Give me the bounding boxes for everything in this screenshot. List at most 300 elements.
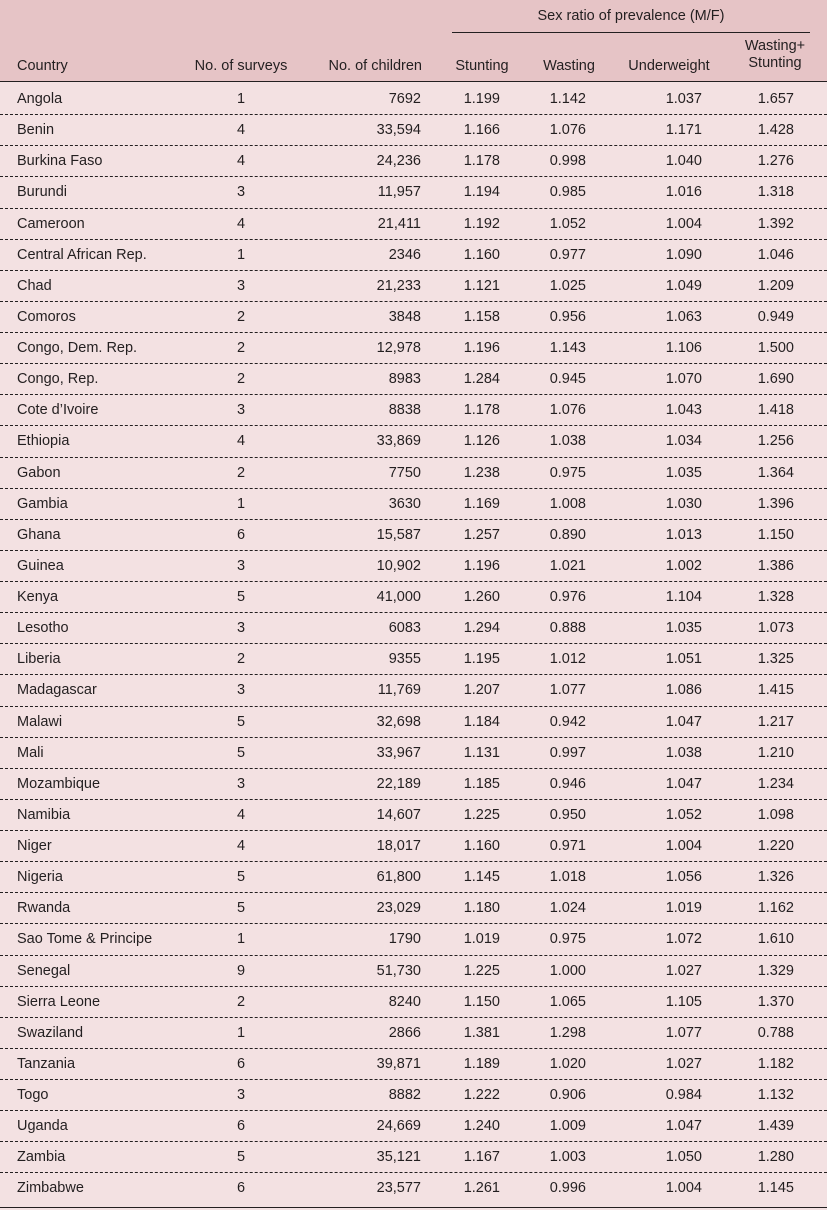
table-row	[0, 302, 827, 333]
stunting-cell: 1.185	[463, 775, 500, 792]
stunting-cell: 1.225	[463, 806, 500, 823]
table-row	[0, 893, 827, 924]
surveys-cell: 2	[236, 371, 246, 388]
wasting-cell: 0.942	[549, 713, 586, 730]
wasting-cell: 1.143	[549, 340, 586, 356]
country-cell: Uganda	[17, 1118, 68, 1135]
country-cell: Swaziland	[17, 1024, 84, 1041]
wasting-cell: 0.945	[549, 371, 586, 388]
wasting-cell: 1.021	[549, 557, 586, 574]
stunting-cell: 1.294	[463, 620, 500, 637]
children-cell: 23,029	[376, 900, 421, 917]
group-header-rule	[452, 32, 810, 33]
wasting-cell: 0.946	[549, 775, 586, 792]
underweight-cell: 1.090	[665, 246, 702, 263]
surveys-cell: 5	[236, 713, 246, 730]
surveys-cell: 2	[236, 340, 246, 356]
children-cell: 23,577	[376, 1180, 421, 1197]
children-cell: 32,698	[376, 713, 421, 730]
children-cell: 39,871	[376, 1055, 421, 1072]
stunting-cell: 1.184	[463, 713, 500, 730]
underweight-cell: 1.004	[665, 215, 702, 232]
wasting-cell: 0.976	[549, 589, 586, 605]
wasting-stunting-cell: 1.132	[757, 1087, 794, 1103]
table-row	[0, 551, 827, 582]
children-cell: 21,233	[376, 277, 421, 294]
surveys-cell: 2	[236, 464, 246, 481]
underweight-cell: 1.035	[665, 620, 702, 637]
wasting-stunting-cell: 1.386	[757, 557, 794, 574]
underweight-cell: 1.052	[665, 806, 702, 823]
country-cell: Namibia	[17, 806, 71, 823]
wasting-stunting-cell: 1.325	[757, 651, 794, 668]
wasting-stunting-cell: 1.610	[757, 931, 794, 948]
wasting-cell: 0.997	[549, 744, 586, 761]
wasting-stunting-cell: 1.046	[757, 246, 794, 263]
stunting-cell: 1.207	[463, 682, 500, 699]
stunting-cell: 1.169	[463, 495, 500, 512]
country-cell: Zimbabwe	[17, 1180, 84, 1197]
surveys-cell: 3	[236, 1087, 246, 1103]
table-row	[0, 458, 827, 489]
children-cell: 2866	[388, 1024, 421, 1041]
stunting-cell: 1.166	[463, 122, 500, 139]
wasting-stunting-cell: 1.318	[757, 184, 794, 201]
underweight-cell: 1.035	[665, 464, 702, 481]
wasting-stunting-cell: 1.328	[757, 589, 794, 605]
children-cell: 33,967	[376, 744, 421, 761]
country-cell: Gambia	[17, 495, 68, 512]
wasting-cell: 1.038	[549, 433, 586, 450]
table-row	[0, 426, 827, 457]
surveys-cell: 5	[236, 744, 246, 761]
children-cell: 22,189	[376, 775, 421, 792]
wasting-cell: 1.077	[549, 682, 586, 699]
wasting-cell: 0.956	[549, 308, 586, 325]
wasting-stunting-cell: 1.220	[757, 838, 794, 854]
stunting-cell: 1.284	[463, 371, 500, 388]
wasting-cell: 1.025	[549, 277, 586, 294]
stunting-column-header: Stunting	[455, 58, 509, 74]
country-cell: Angola	[17, 91, 63, 107]
wasting-stunting-cell: 1.415	[757, 682, 794, 699]
wasting-stunting-cell: 1.690	[757, 371, 794, 388]
table-row	[0, 769, 827, 800]
wasting-column-header: Wasting	[543, 58, 595, 74]
wasting-cell: 1.012	[549, 651, 586, 668]
wasting-stunting-cell: 1.439	[757, 1118, 794, 1135]
underweight-cell: 1.077	[665, 1024, 702, 1041]
children-cell: 24,236	[376, 153, 421, 170]
stunting-cell: 1.238	[463, 464, 500, 481]
wasting-stunting-column-header	[740, 38, 810, 72]
surveys-cell: 1	[236, 931, 246, 948]
wasting-cell: 0.998	[549, 153, 586, 170]
stunting-cell: 1.167	[463, 1149, 500, 1166]
table-row	[0, 520, 827, 551]
wasting-cell: 0.971	[549, 838, 586, 854]
wasting-stunting-cell: 1.370	[757, 993, 794, 1010]
stunting-cell: 1.160	[463, 246, 500, 263]
surveys-cell: 6	[236, 526, 246, 543]
surveys-cell: 3	[236, 682, 246, 699]
wasting-stunting-cell: 1.210	[757, 744, 794, 761]
stunting-cell: 1.178	[463, 153, 500, 170]
surveys-cell: 2	[236, 993, 246, 1010]
surveys-cell: 4	[236, 838, 246, 854]
table-row	[0, 707, 827, 738]
underweight-cell: 1.072	[665, 931, 702, 948]
stunting-cell: 1.158	[463, 308, 500, 325]
table-header	[0, 0, 827, 81]
wasting-stunting-cell: 1.392	[757, 215, 794, 232]
sex-ratio-group-header: Sex ratio of prevalence (M/F)	[537, 8, 725, 24]
underweight-cell: 1.050	[665, 1149, 702, 1166]
children-cell: 8983	[388, 371, 421, 388]
country-cell: Burkina Faso	[17, 153, 103, 170]
table-row	[0, 395, 827, 426]
table-row	[0, 924, 827, 955]
country-cell: Zambia	[17, 1149, 66, 1166]
wasting-stunting-cell: 1.500	[757, 340, 794, 356]
underweight-cell: 1.104	[665, 589, 702, 605]
stunting-cell: 1.180	[463, 900, 500, 917]
children-cell: 6083	[388, 620, 421, 637]
surveys-cell: 2	[236, 308, 246, 325]
surveys-column-header: No. of surveys	[194, 58, 288, 74]
underweight-cell: 1.016	[665, 184, 702, 201]
underweight-cell: 1.106	[665, 340, 702, 356]
surveys-cell: 1	[236, 1024, 246, 1041]
wasting-cell: 0.906	[549, 1087, 586, 1103]
stunting-cell: 1.222	[463, 1087, 500, 1103]
children-cell: 24,669	[376, 1118, 421, 1135]
table-row	[0, 177, 827, 208]
country-cell: Niger	[17, 838, 52, 854]
country-cell: Central African Rep.	[17, 246, 147, 263]
underweight-cell: 1.056	[665, 869, 702, 886]
country-cell: Liberia	[17, 651, 61, 668]
underweight-cell: 1.171	[665, 122, 702, 139]
surveys-cell: 3	[236, 184, 246, 201]
wasting-stunting-cell: 0.788	[757, 1024, 794, 1041]
underweight-cell: 1.002	[665, 557, 702, 574]
wasting-cell: 0.975	[549, 931, 586, 948]
stunting-cell: 1.189	[463, 1055, 500, 1072]
wasting-stunting-cell: 1.418	[757, 402, 794, 419]
table-row	[0, 956, 827, 987]
wasting-stunting-cell: 1.150	[757, 526, 794, 543]
underweight-cell: 1.047	[665, 1118, 702, 1135]
table-row	[0, 582, 827, 613]
country-cell: Guinea	[17, 557, 64, 574]
underweight-cell: 1.004	[665, 1180, 702, 1197]
country-cell: Chad	[17, 277, 52, 294]
wasting-cell: 0.975	[549, 464, 586, 481]
stunting-cell: 1.126	[463, 433, 500, 450]
wasting-stunting-cell: 1.145	[757, 1180, 794, 1197]
underweight-cell: 1.051	[665, 651, 702, 668]
wasting-stunting-cell: 1.280	[757, 1149, 794, 1166]
stunting-cell: 1.196	[463, 557, 500, 574]
country-cell: Ghana	[17, 526, 61, 543]
surveys-cell: 6	[236, 1180, 246, 1197]
table-row	[0, 84, 827, 115]
underweight-cell: 1.047	[665, 713, 702, 730]
children-cell: 3630	[388, 495, 421, 512]
surveys-cell: 9	[236, 962, 246, 979]
surveys-cell: 4	[236, 433, 246, 450]
wasting-stunting-cell: 1.326	[757, 869, 794, 886]
children-cell: 33,869	[376, 433, 421, 450]
table-row	[0, 738, 827, 769]
country-cell: Kenya	[17, 589, 59, 605]
children-cell: 9355	[388, 651, 421, 668]
children-cell: 11,957	[377, 184, 421, 201]
surveys-cell: 3	[236, 775, 246, 792]
surveys-cell: 4	[236, 122, 246, 139]
table-row	[0, 146, 827, 177]
wasting-cell: 1.003	[549, 1149, 586, 1166]
underweight-column-header: Underweight	[628, 58, 710, 74]
table-row	[0, 1173, 827, 1204]
wasting-cell: 0.888	[549, 620, 586, 637]
table-row	[0, 1080, 827, 1111]
table-row	[0, 364, 827, 395]
underweight-cell: 1.030	[665, 495, 702, 512]
surveys-cell: 6	[236, 1118, 246, 1135]
country-cell: Sao Tome & Principe	[17, 931, 153, 948]
stunting-cell: 1.195	[463, 651, 500, 668]
wasting-cell: 1.000	[549, 962, 586, 979]
children-cell: 51,730	[376, 962, 421, 979]
children-cell: 7750	[388, 464, 421, 481]
surveys-cell: 4	[236, 215, 246, 232]
wasting-stunting-cell: 1.428	[757, 122, 794, 139]
table-row	[0, 209, 827, 240]
stunting-cell: 1.196	[463, 340, 500, 356]
table-row	[0, 1142, 827, 1173]
surveys-cell: 5	[236, 900, 246, 917]
children-cell: 1790	[388, 931, 421, 948]
children-cell: 21,411	[377, 215, 421, 232]
country-cell: Nigeria	[17, 869, 63, 886]
table-row	[0, 613, 827, 644]
underweight-cell: 1.047	[665, 775, 702, 792]
stunting-cell: 1.225	[463, 962, 500, 979]
wasting-cell: 1.018	[549, 869, 586, 886]
underweight-cell: 1.027	[665, 962, 702, 979]
country-cell: Congo, Rep.	[17, 371, 99, 388]
table-row	[0, 644, 827, 675]
underweight-cell: 1.040	[665, 153, 702, 170]
children-cell: 14,607	[376, 806, 421, 823]
stunting-cell: 1.257	[463, 526, 500, 543]
surveys-cell: 2	[236, 651, 246, 668]
children-cell: 18,017	[376, 838, 421, 854]
stunting-cell: 1.131	[463, 744, 500, 761]
country-cell: Tanzania	[17, 1055, 76, 1072]
wasting-stunting-cell: 1.256	[757, 433, 794, 450]
surveys-cell: 5	[236, 1149, 246, 1166]
underweight-cell: 0.984	[665, 1087, 702, 1103]
country-cell: Mozambique	[17, 775, 101, 792]
children-cell: 11,769	[377, 682, 421, 699]
surveys-cell: 5	[236, 589, 246, 605]
header-bottom-rule	[0, 81, 827, 82]
underweight-cell: 1.019	[665, 900, 702, 917]
country-cell: Comoros	[17, 308, 76, 325]
country-cell: Togo	[17, 1087, 49, 1103]
stunting-cell: 1.145	[463, 869, 500, 886]
stunting-cell: 1.260	[463, 589, 500, 605]
table-row	[0, 271, 827, 302]
wasting-cell: 1.298	[549, 1024, 586, 1041]
country-cell: Lesotho	[17, 620, 69, 637]
wasting-stunting-cell: 1.182	[757, 1055, 794, 1072]
table-row	[0, 1018, 827, 1049]
stunting-cell: 1.160	[463, 838, 500, 854]
table-row	[0, 489, 827, 520]
underweight-cell: 1.038	[665, 744, 702, 761]
table-body	[0, 84, 827, 1205]
children-cell: 10,902	[376, 557, 421, 574]
stunting-cell: 1.240	[463, 1118, 500, 1135]
wasting-stunting-header-line1: Wasting+	[744, 38, 806, 54]
underweight-cell: 1.013	[665, 526, 702, 543]
wasting-stunting-cell: 1.217	[757, 713, 794, 730]
stunting-cell: 1.150	[463, 993, 500, 1010]
country-cell: Malawi	[17, 713, 63, 730]
underweight-cell: 1.034	[665, 433, 702, 450]
table-row	[0, 800, 827, 831]
country-cell: Ethiopia	[17, 433, 70, 450]
wasting-stunting-cell: 1.329	[757, 962, 794, 979]
children-cell: 12,978	[376, 340, 421, 356]
country-cell: Gabon	[17, 464, 61, 481]
surveys-cell: 1	[236, 91, 246, 107]
table-row	[0, 987, 827, 1018]
stunting-cell: 1.121	[463, 277, 500, 294]
wasting-cell: 1.142	[549, 91, 586, 107]
children-cell: 8882	[388, 1087, 421, 1103]
wasting-stunting-cell: 1.162	[757, 900, 794, 917]
table-row	[0, 1049, 827, 1080]
children-cell: 15,587	[376, 526, 421, 543]
underweight-cell: 1.027	[665, 1055, 702, 1072]
wasting-stunting-cell: 1.073	[757, 620, 794, 637]
wasting-cell: 0.977	[549, 246, 586, 263]
table-row	[0, 862, 827, 893]
wasting-cell: 0.890	[549, 526, 586, 543]
underweight-cell: 1.043	[665, 402, 702, 419]
wasting-stunting-cell: 1.657	[757, 91, 794, 107]
wasting-stunting-cell: 1.276	[757, 153, 794, 170]
children-cell: 2346	[388, 246, 421, 263]
underweight-cell: 1.105	[665, 993, 702, 1010]
table-row	[0, 333, 827, 364]
stunting-cell: 1.019	[463, 931, 500, 948]
country-cell: Mali	[17, 744, 44, 761]
wasting-cell: 0.950	[549, 806, 586, 823]
country-cell: Madagascar	[17, 682, 97, 699]
country-cell: Senegal	[17, 962, 71, 979]
table-row	[0, 240, 827, 271]
stunting-cell: 1.192	[463, 215, 500, 232]
children-cell: 33,594	[376, 122, 421, 139]
table-row	[0, 831, 827, 862]
wasting-stunting-cell: 1.396	[757, 495, 794, 512]
wasting-stunting-header-line2: Stunting	[748, 55, 802, 71]
underweight-cell: 1.004	[665, 838, 702, 854]
wasting-stunting-cell: 1.364	[757, 464, 794, 481]
underweight-cell: 1.037	[665, 91, 702, 107]
country-cell: Cote d’Ivoire	[17, 402, 99, 419]
wasting-stunting-cell: 0.949	[757, 308, 794, 325]
stunting-cell: 1.199	[463, 91, 500, 107]
surveys-cell: 3	[236, 277, 246, 294]
wasting-cell: 1.008	[549, 495, 586, 512]
stunting-cell: 1.261	[463, 1180, 500, 1197]
table-bottom-rule	[0, 1207, 827, 1208]
children-cell: 61,800	[376, 869, 421, 886]
table-row	[0, 1111, 827, 1142]
country-cell: Rwanda	[17, 900, 71, 917]
wasting-stunting-cell: 1.209	[757, 277, 794, 294]
country-column-header: Country	[17, 58, 68, 74]
surveys-cell: 6	[236, 1055, 246, 1072]
underweight-cell: 1.063	[665, 308, 702, 325]
wasting-cell: 1.024	[549, 900, 586, 917]
surveys-cell: 4	[236, 153, 246, 170]
children-cell: 41,000	[376, 589, 421, 605]
surveys-cell: 3	[236, 557, 246, 574]
country-cell: Benin	[17, 122, 55, 139]
children-cell: 8240	[388, 993, 421, 1010]
surveys-cell: 1	[236, 495, 246, 512]
underweight-cell: 1.049	[665, 277, 702, 294]
children-cell: 8838	[388, 402, 421, 419]
wasting-cell: 1.065	[549, 993, 586, 1010]
underweight-cell: 1.070	[665, 371, 702, 388]
stunting-cell: 1.381	[463, 1024, 500, 1041]
stunting-cell: 1.178	[463, 402, 500, 419]
surveys-cell: 5	[236, 869, 246, 886]
country-cell: Cameroon	[17, 215, 85, 232]
wasting-stunting-cell: 1.234	[757, 775, 794, 792]
table-row	[0, 675, 827, 706]
children-cell: 35,121	[376, 1149, 421, 1166]
wasting-cell: 0.985	[549, 184, 586, 201]
country-cell: Sierra Leone	[17, 993, 101, 1010]
children-column-header: No. of children	[328, 58, 422, 74]
surveys-cell: 4	[236, 806, 246, 823]
wasting-cell: 1.076	[549, 122, 586, 139]
wasting-cell: 1.009	[549, 1118, 586, 1135]
underweight-cell: 1.086	[665, 682, 702, 699]
surveys-cell: 1	[236, 246, 246, 263]
stunting-cell: 1.194	[463, 184, 500, 201]
wasting-cell: 0.996	[549, 1180, 586, 1197]
wasting-cell: 1.076	[549, 402, 586, 419]
surveys-cell: 3	[236, 620, 246, 637]
wasting-stunting-cell: 1.098	[757, 806, 794, 823]
wasting-cell: 1.020	[549, 1055, 586, 1072]
children-cell: 3848	[388, 308, 421, 325]
wasting-cell: 1.052	[549, 215, 586, 232]
children-cell: 7692	[388, 91, 421, 107]
country-cell: Burundi	[17, 184, 67, 201]
